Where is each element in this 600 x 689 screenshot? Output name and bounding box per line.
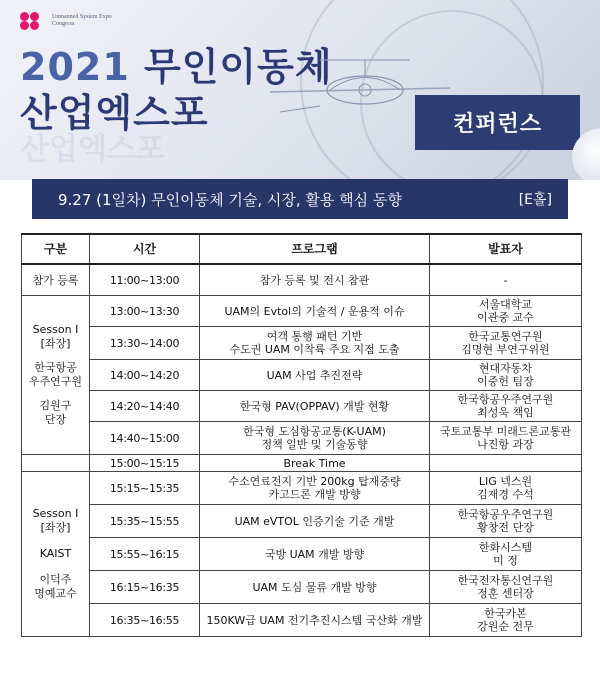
table-header-row (22, 234, 582, 264)
session-1-title: Sesson Ⅰ (32, 323, 79, 336)
talk-program: 수소연료전지 기반 200kg 탑재중량 카고드론 개발 방향 (200, 472, 430, 505)
break-row (22, 455, 582, 472)
session-1-chair-title: 단장 (44, 413, 67, 426)
talk-program: 여객 통행 패턴 기반 수도권 UAM 이착륙 주요 지점 도출 (200, 327, 430, 360)
header-speaker: 발표자 (430, 234, 582, 264)
talk-speaker: 한국항공우주연구원 최성욱 책임 (430, 391, 582, 422)
break-speaker (430, 455, 582, 472)
talk-speaker: LIG 넥스원 김재경 수석 (430, 472, 582, 505)
table-row (22, 264, 582, 296)
break-program: Break Time (200, 455, 430, 472)
session-2-chair-label: [좌장] (40, 521, 71, 534)
table-row (22, 604, 582, 637)
talk-program: UAM 도심 물류 개발 방향 (200, 571, 430, 604)
title-line-2: 산업엑스포 (20, 91, 209, 135)
talk-time: 13:00~13:30 (90, 296, 200, 327)
talk-program: 150KW급 UAM 전기추진시스템 국산화 개발 (200, 604, 430, 637)
title-line-1-rest: 무인이동체 (144, 45, 333, 89)
talk-speaker: 한국교통연구원 김명현 부연구위원 (430, 327, 582, 360)
session-1-chair-name: 김원구 (39, 399, 72, 412)
talk-speaker: 한국항공우주연구원 황창전 단장 (430, 505, 582, 538)
header-time: 시간 (90, 234, 200, 264)
registration-category: 참가 등록 (22, 264, 90, 296)
conference-badge: 컨퍼런스 (415, 95, 580, 150)
session-2-chair-org: KAIST (39, 547, 72, 560)
table-row (22, 422, 582, 455)
schedule-table (21, 233, 582, 637)
talk-time: 14:20~14:40 (90, 391, 200, 422)
talk-speaker: 한국카본 강원순 전무 (430, 604, 582, 637)
talk-program: 한국형 PAV(OPPAV) 개발 현황 (200, 391, 430, 422)
day-title: 9.27 (1일차) 무인이동체 기술, 시장, 활용 핵심 동향 (58, 190, 402, 209)
talk-speaker: 한화시스템 미 정 (430, 538, 582, 571)
registration-time: 11:00~13:00 (90, 264, 200, 296)
logo-text: Unmanned System Expo Congress (52, 14, 112, 27)
table-row (22, 360, 582, 391)
title-year: 2021 (20, 45, 130, 89)
talk-program: 국방 UAM 개발 방향 (200, 538, 430, 571)
registration-speaker: - (430, 264, 582, 296)
spacer (24, 535, 87, 547)
logo-dots-icon (20, 12, 46, 30)
table-row (22, 327, 582, 360)
talk-program: UAM 사업 추진전략 (200, 360, 430, 391)
day-banner (32, 179, 568, 219)
talk-program: UAM의 Evtol의 기술적 / 운용적 이슈 (200, 296, 430, 327)
talk-time: 16:15~16:35 (90, 571, 200, 604)
spacer (24, 561, 87, 573)
header-category: 구분 (22, 234, 90, 264)
talk-speaker: 현대자동차 이중헌 팀장 (430, 360, 582, 391)
header-banner (0, 0, 600, 180)
session-1-category (22, 296, 90, 455)
talk-time: 15:15~15:35 (90, 472, 200, 505)
talk-time: 14:40~15:00 (90, 422, 200, 455)
spacer (24, 351, 87, 361)
talk-speaker: 서울대학교 이관중 교수 (430, 296, 582, 327)
talk-time: 14:00~14:20 (90, 360, 200, 391)
session-2-chair-title: 명예교수 (34, 587, 77, 600)
talk-program: UAM eVTOL 인증기술 기준 개발 (200, 505, 430, 538)
session-1-chair-org: 한국항공 (34, 361, 77, 374)
table-row (22, 571, 582, 604)
spacer (24, 389, 87, 399)
title-reflection: 산업엑스포 (20, 132, 165, 167)
session-1-chair-org: 우주연구원 (28, 375, 83, 388)
table-row (22, 505, 582, 538)
talk-time: 16:35~16:55 (90, 604, 200, 637)
registration-program: 참가 등록 및 전시 참관 (200, 264, 430, 296)
session-2-title: Sesson Ⅰ (32, 507, 79, 520)
talk-program: 한국형 도심항공교통(K-UAM) 정책 일반 및 기술동향 (200, 422, 430, 455)
talk-time: 13:30~14:00 (90, 327, 200, 360)
session-2-chair-name: 이덕주 (39, 573, 72, 586)
session-1-chair-label: [좌장] (40, 337, 71, 350)
talk-speaker: 국토교통부 미래드론교통관 나진항 과장 (430, 422, 582, 455)
table-row (22, 391, 582, 422)
break-category (22, 455, 90, 472)
table-row (22, 472, 582, 505)
header-program: 프로그램 (200, 234, 430, 264)
expo-logo (20, 12, 112, 30)
hall-label: [E홀] (518, 192, 552, 208)
break-time: 15:00~15:15 (90, 455, 200, 472)
table-row (22, 538, 582, 571)
talk-time: 15:35~15:55 (90, 505, 200, 538)
talk-speaker: 한국전자통신연구원 정훈 센터장 (430, 571, 582, 604)
session-2-category (22, 472, 90, 637)
talk-time: 15:55~16:15 (90, 538, 200, 571)
table-row (22, 296, 582, 327)
